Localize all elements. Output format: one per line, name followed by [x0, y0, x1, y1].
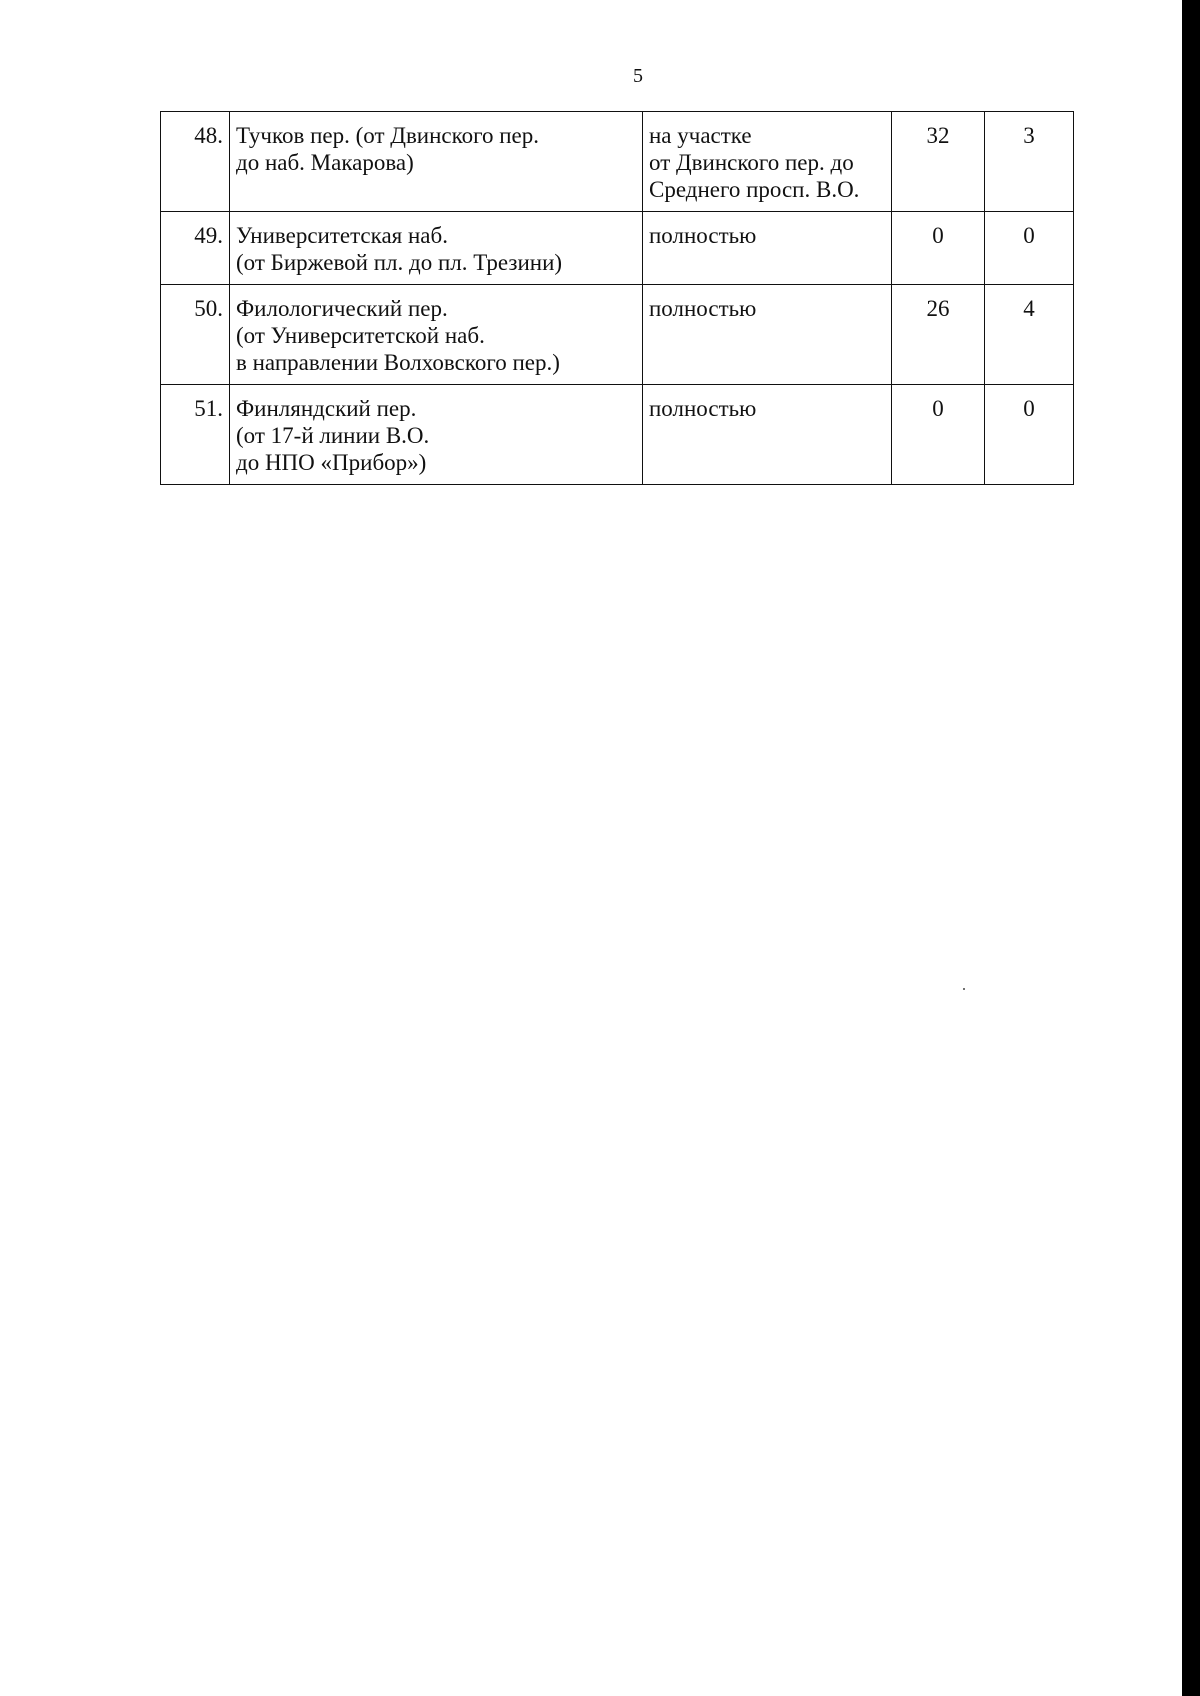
section-extent [643, 112, 892, 212]
street-name-line: Финляндский пер. [236, 396, 417, 421]
row-number: 50. [161, 285, 230, 385]
value-column-4: 0 [892, 212, 985, 285]
street-name [230, 385, 643, 485]
street-name-line: Филологический пер. [236, 296, 448, 321]
street-name-line: до НПО «Прибор») [236, 450, 427, 475]
section-extent-line: на участке [649, 123, 752, 148]
street-name [230, 285, 643, 385]
value-column-5: 0 [985, 385, 1074, 485]
street-name-line: (от Университетской наб. [236, 323, 485, 348]
section-extent-line: от Двинского пер. до [649, 150, 854, 175]
value-column-5: 0 [985, 212, 1074, 285]
section-extent [643, 385, 892, 485]
table-row [161, 385, 1074, 485]
table-row [161, 112, 1074, 212]
section-extent-line: Среднего просп. В.О. [649, 177, 860, 202]
row-number: 49. [161, 212, 230, 285]
streets-table [160, 111, 1074, 485]
street-name-line: (от Биржевой пл. до пл. Трезини) [236, 250, 563, 275]
section-extent-line: полностью [649, 296, 757, 321]
section-extent-line: полностью [649, 396, 757, 421]
street-name-line: в направлении Волховского пер.) [236, 350, 560, 375]
street-name [230, 212, 643, 285]
value-column-5: 4 [985, 285, 1074, 385]
street-name-line: Тучков пер. (от Двинского пер. [236, 123, 540, 148]
street-name-line: Университетская наб. [236, 223, 448, 248]
street-name-line: до наб. Макарова) [236, 150, 414, 175]
street-name [230, 112, 643, 212]
table-row [161, 212, 1074, 285]
scan-speck [963, 988, 965, 990]
street-name-line: (от 17-й линии В.О. [236, 423, 430, 448]
page-number: 5 [633, 65, 643, 87]
row-number: 51. [161, 385, 230, 485]
section-extent [643, 212, 892, 285]
section-extent [643, 285, 892, 385]
row-number: 48. [161, 112, 230, 212]
value-column-4: 32 [892, 112, 985, 212]
value-column-4: 26 [892, 285, 985, 385]
value-column-4: 0 [892, 385, 985, 485]
table-row [161, 285, 1074, 385]
value-column-5: 3 [985, 112, 1074, 212]
scan-edge-border [1182, 0, 1200, 1696]
section-extent-line: полностью [649, 223, 757, 248]
